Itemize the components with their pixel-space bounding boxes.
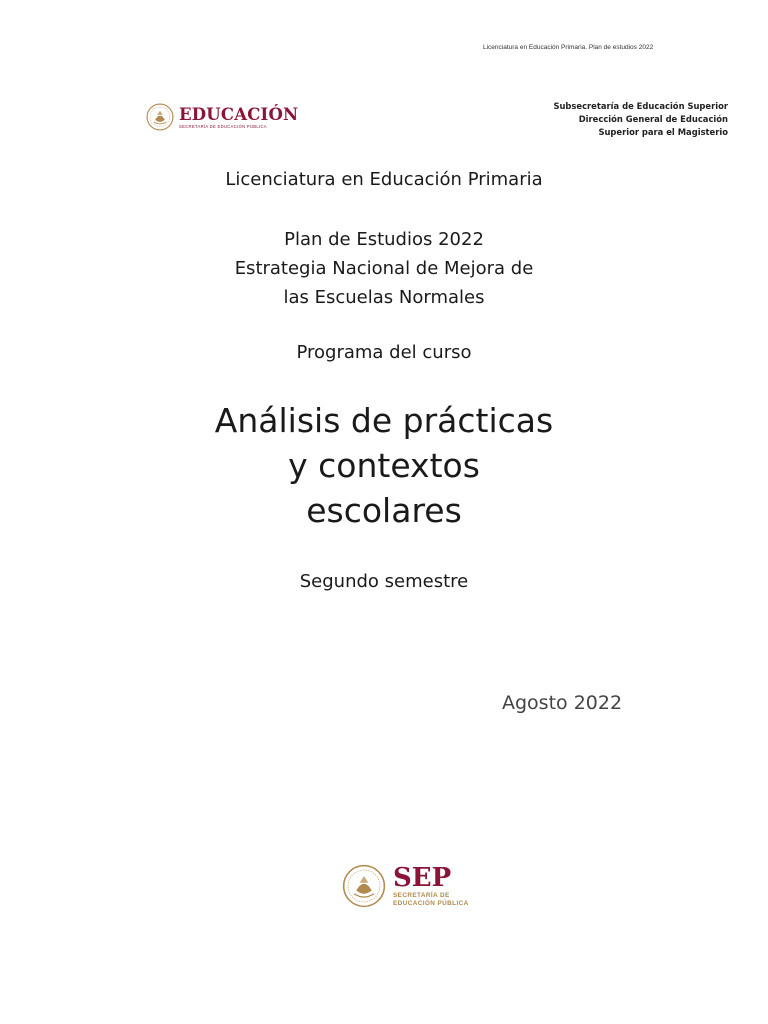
institution-line: Superior para el Magisterio (598, 127, 728, 138)
plan-line: las Escuelas Normales (283, 287, 485, 308)
national-seal-icon (342, 864, 386, 908)
course-title-line: y contextos (288, 446, 480, 485)
institution-line: Subsecretaría de Educación Superior (553, 101, 728, 111)
degree-title: Licenciatura en Educación Primaria (225, 169, 543, 190)
plan-block (0, 225, 768, 312)
plan-line: Estrategia Nacional de Mejora de (234, 258, 534, 279)
institution-line: Dirección General de Educación (578, 114, 728, 125)
course-title-line: Análisis de prácticas (214, 401, 554, 440)
course-title (0, 398, 768, 533)
sep-logo (342, 858, 469, 914)
national-seal-icon (146, 103, 174, 131)
logo-subtitle: SECRETARÍA DE EDUCACIÓN PÚBLICA (179, 123, 267, 129)
plan-line: Plan de Estudios 2022 (284, 229, 484, 250)
document-date: Agosto 2022 (502, 692, 623, 714)
sep-subtitle-line: EDUCACIÓN PÚBLICA (393, 900, 469, 907)
semester-label: Segundo semestre (299, 571, 469, 592)
logo-wordmark: EDUCACIÓN (179, 104, 299, 124)
sep-subtitle-line: SECRETARÍA DE (393, 892, 450, 900)
educacion-logo (146, 99, 298, 135)
running-header: Licenciatura en Educación Primaria. Plan de estudios 2022 (483, 44, 654, 51)
program-label: Programa del curso (296, 342, 472, 363)
institution-block (553, 100, 728, 140)
sep-wordmark: SEP (393, 863, 452, 894)
course-title-line: escolares (306, 491, 462, 530)
